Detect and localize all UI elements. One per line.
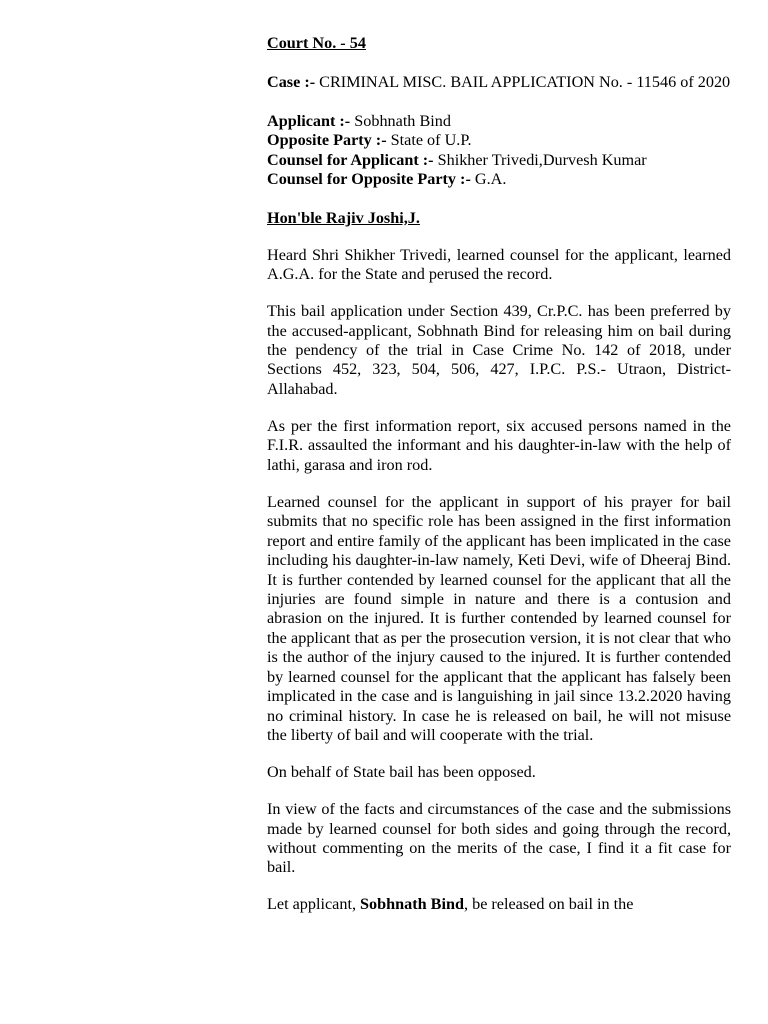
paragraph-fit-case: In view of the facts and circumstances of the case and the submissions made by learned counsel for both sides and going through the record, without commenting on the merits of the case, I find it a fit case for bail. [267, 800, 731, 877]
release-text-after: , be released on bail in the [464, 895, 634, 914]
counsel-applicant-line [267, 151, 731, 170]
counsel-opposite-value: G.A. [474, 170, 507, 189]
case-label: Case :- [267, 73, 316, 92]
counsel-applicant-value: Shikher Trivedi,Durvesh Kumar [437, 150, 647, 169]
paragraph-state-opposed: On behalf of State bail has been opposed. [267, 763, 536, 782]
paragraph-fir: As per the first information report, six accused persons named in the F.I.R. assaulted the informant and his daughter-in-law with the help of lathi, garasa and iron rod. [267, 416, 731, 474]
applicant-label: Applicant :- [267, 111, 351, 130]
court-number-heading: Court No. - 54 [267, 34, 366, 52]
applicant-line [267, 112, 731, 131]
case-value: CRIMINAL MISC. BAIL APPLICATION No. - 11546 of 2020 [319, 73, 731, 92]
release-text-before: Let applicant, [267, 895, 361, 914]
opposite-party-line [267, 131, 731, 150]
counsel-opposite-line [267, 170, 731, 189]
judgment-page [267, 34, 731, 915]
paragraph-heard: Heard Shri Shikher Trivedi, learned counsel for the applicant, learned A.G.A. for the State and perused the record. [267, 245, 731, 284]
paragraph-bail-application: This bail application under Section 439, Cr.P.C. has been preferred by the accused-applicant, Sobhnath Bind for releasing him on bail during the pendency of the trial in Case Crime No. 142 of 2018, under Sections 452, 323, 504, 506, 427, I.P.C. P.S.- Utraon, District- Allahabad. [267, 302, 731, 398]
parties-block [267, 112, 731, 190]
case-line [267, 73, 731, 92]
counsel-opposite-label: Counsel for Opposite Party :- [267, 170, 471, 189]
judge-heading: Hon'ble Rajiv Joshi,J. [267, 208, 420, 227]
paragraph-release-order [267, 895, 731, 914]
opposite-party-label: Opposite Party :- [267, 131, 387, 150]
paragraph-submissions: Learned counsel for the applicant in support of his prayer for bail submits that no specific role has been assigned in the first information report and entire family of the applicant has been implicated in the case including his daughter-in-law namely, Keti Devi, wife of Dheeraj Bind. It is further contended by learned counsel for the applicant that all the injuries are found simple in nature and there is a contusion and abrasion on the injured. It is further contended by learned counsel for the applicant that as per the prosecution version, it is not clear that who is the author of the injury caused to the injured. It is further contended by learned counsel for the applicant that the applicant has falsely been implicated in the case and is languishing in jail since 13.2.2020 having no criminal history. In case he is released on bail, he will not misuse the liberty of bail and will cooperate with the trial. [267, 492, 731, 745]
applicant-name-bold: Sobhnath Bind [360, 895, 464, 914]
opposite-party-value: State of U.P. [390, 131, 472, 150]
applicant-value: Sobhnath Bind [354, 111, 451, 130]
counsel-applicant-label: Counsel for Applicant :- [267, 150, 434, 169]
